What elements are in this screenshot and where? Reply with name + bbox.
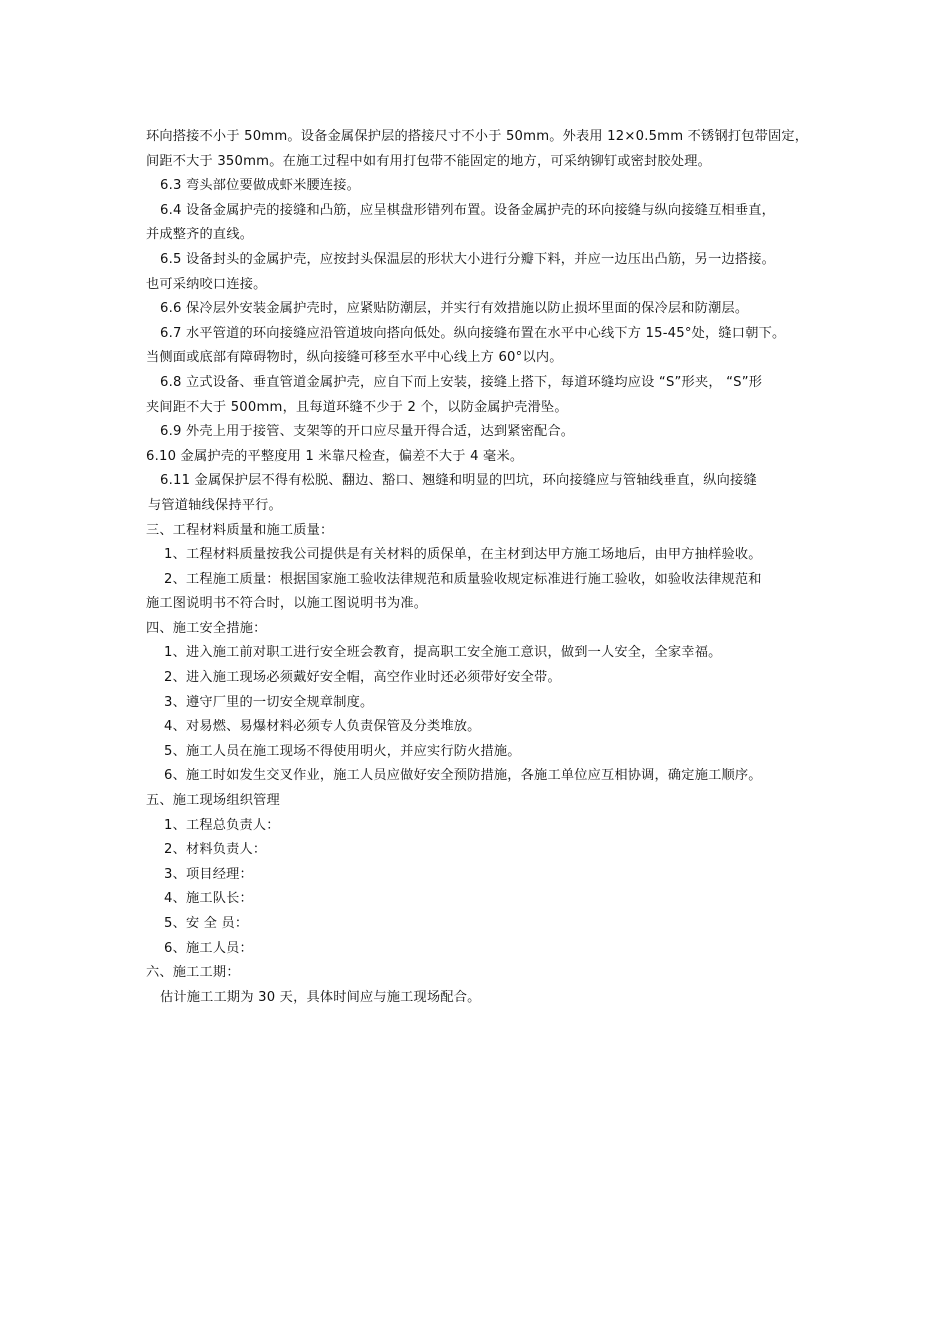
paragraph-line: 与管道轴线保持平行。: [148, 497, 282, 513]
list-item: 6、施工时如发生交叉作业，施工人员应做好安全预防措施，各施工单位应互相协调，确定施工顺序。: [164, 768, 762, 784]
list-item: 4、施工队长：: [164, 891, 253, 907]
paragraph-line: 夹间距不大于 500mm，且每道环缝不少于 2 个，以防金属护壳滑坠。: [146, 399, 568, 415]
list-item: 6、施工人员：: [164, 940, 253, 956]
clause-6-11: 6.11 金属保护层不得有松脱、翻边、豁口、翘缝和明显的凹坑，环向接缝应与管轴线垂直，纵向接缝: [160, 473, 757, 489]
paragraph-line: 当侧面或底部有障碍物时，纵向接缝可移至水平中心线上方 60°以内。: [146, 350, 563, 366]
document-body: [146, 125, 814, 1010]
paragraph-line: 估计施工工期为 30 天，具体时间应与施工现场配合。: [160, 989, 481, 1005]
paragraph-line: 施工图说明书不符合时，以施工图说明书为准。: [146, 596, 428, 612]
list-item: 5、安 全 员：: [164, 916, 249, 931]
section-heading-3: 三、工程材料质量和施工质量：: [146, 522, 334, 538]
list-item: 1、进入施工前对职工进行安全班会教育，提高职工安全施工意识，做到一人安全，全家幸福。: [164, 645, 722, 661]
list-item: 1、工程材料质量按我公司提供是有关材料的质保单，在主材到达甲方施工场地后，由甲方抽样验收。: [164, 547, 762, 563]
clause-6-5: 6.5 设备封头的金属护壳，应按封头保温层的形状大小进行分瓣下料，并应一边压出凸筋，另一边搭接。: [160, 251, 776, 267]
clause-6-8: 6.8 立式设备、垂直管道金属护壳，应自下而上安装，接缝上搭下，每道环缝均应设 “S”形夹， “S”形: [160, 374, 763, 390]
paragraph-line: 间距不大于 350mm。在施工过程中如有用打包带不能固定的地方，可采纳铆钉或密封胶处理。: [146, 153, 711, 169]
list-item: 2、材料负责人：: [164, 842, 267, 858]
clause-6-10: 6.10 金属护壳的平整度用 1 米靠尺检查，偏差不大于 4 毫米。: [146, 448, 524, 464]
clause-6-6: 6.6 保冷层外安装金属护壳时，应紧贴防潮层，并实行有效措施以防止损坏里面的保冷层和防潮层。: [160, 301, 749, 317]
list-item: 1、工程总负责人：: [164, 817, 280, 833]
list-item: 2、工程施工质量：根据国家施工验收法律规范和质量验收规定标准进行施工验收，如验收法律规范和: [164, 571, 762, 587]
clause-6-3: 6.3 弯头部位要做成虾米腰连接。: [160, 178, 361, 194]
list-item: 4、对易燃、易爆材料必须专人负责保管及分类堆放。: [164, 719, 481, 735]
list-item: 2、进入施工现场必须戴好安全帽，高空作业时还必须带好安全带。: [164, 670, 561, 686]
list-item: 3、项目经理：: [164, 866, 253, 882]
clause-6-4: 6.4 设备金属护壳的接缝和凸筋，应呈棋盘形错列布置。设备金属护壳的环向接缝与纵向接缝互相垂直，: [160, 202, 776, 218]
paragraph-line: 也可采纳咬口连接。: [146, 276, 267, 292]
section-heading-5: 五、施工现场组织管理: [146, 793, 280, 809]
clause-6-7: 6.7 水平管道的环向接缝应沿管道坡向搭向低处。纵向接缝布置在水平中心线下方 15-45°处，缝口朝下。: [160, 325, 786, 341]
paragraph-line: 并成整齐的直线。: [146, 227, 254, 243]
section-heading-6: 六、施工工期：: [146, 965, 240, 981]
paragraph-line: 环向搭接不小于 50mm。设备金属保护层的搭接尺寸不小于 50mm。外表用 12×0.5mm 不锈钢打包带固定，: [146, 129, 809, 144]
clause-6-9: 6.9 外壳上用于接管、支架等的开口应尽量开得合适，达到紧密配合。: [160, 424, 575, 440]
list-item: 3、遵守厂里的一切安全规章制度。: [164, 694, 374, 710]
section-heading-4: 四、施工安全措施：: [146, 620, 267, 636]
list-item: 5、施工人员在施工现场不得使用明火，并应实行防火措施。: [164, 743, 521, 759]
